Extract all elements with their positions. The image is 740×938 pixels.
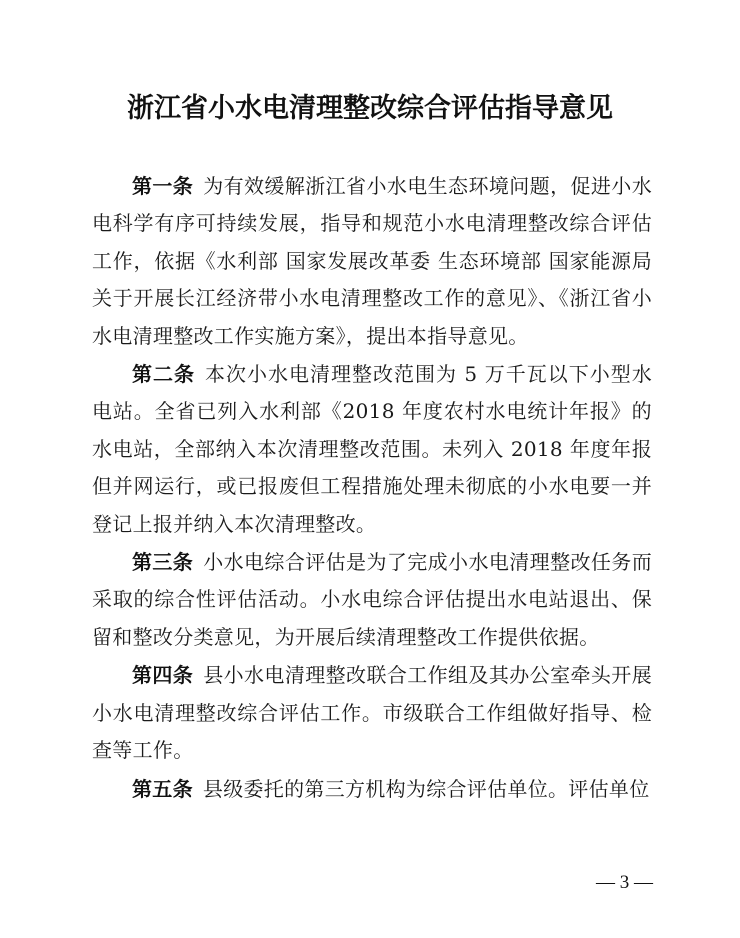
article-2-text: 本次小水电清理整改范围为 5 万千瓦以下小型水电站。全省已列入水利部《2018 年度农村水电统计年报》的水电站，全部纳入本次清理整改范围。未列入 2018 年度年报但并网运行，或已报废但工程措施处理未彻底的小水电要一并登记上报并纳入本次清理整改。 [92,362,652,536]
article-5-text: 县级委托的第三方机构为综合评估单位。评估单位 [202,776,650,801]
article-3-number: 第三条 [132,550,194,575]
article-5 [92,771,652,808]
article-1-text: 为有效缓解浙江省小水电生态环境问题，促进小水电科学有序可持续发展，指导和规范小水电清理整改综合评估工作，依据《水利部 国家发展改革委 生态环境部 国家能源局关于开展长江经济带小水电清理整改工作的意见》、《浙江省小水电清理整改工作实施方案》，提出本指导意见。 [92,174,652,348]
article-2 [92,356,652,543]
article-3-text: 小水电综合评估是为了完成小水电清理整改任务而采取的综合性评估活动。小水电综合评估提出水电站退出、保留和整改分类意见，为开展后续清理整改工作提供依据。 [92,550,652,649]
article-4-text: 县小水电清理整改联合工作组及其办公室牵头开展小水电清理整改综合评估工作。市级联合工作组做好指导、检查等工作。 [92,663,652,763]
article-1-number: 第一条 [132,174,194,198]
article-1 [92,168,652,355]
document-body [92,168,652,809]
article-4-number: 第四条 [132,663,194,688]
article-5-number: 第五条 [132,776,193,801]
article-2-number: 第二条 [132,362,195,387]
article-3 [92,544,652,656]
article-4 [92,657,652,769]
page-number: — 3 — [596,872,653,893]
document-title: 浙江省小水电清理整改综合评估指导意见 [127,93,613,124]
